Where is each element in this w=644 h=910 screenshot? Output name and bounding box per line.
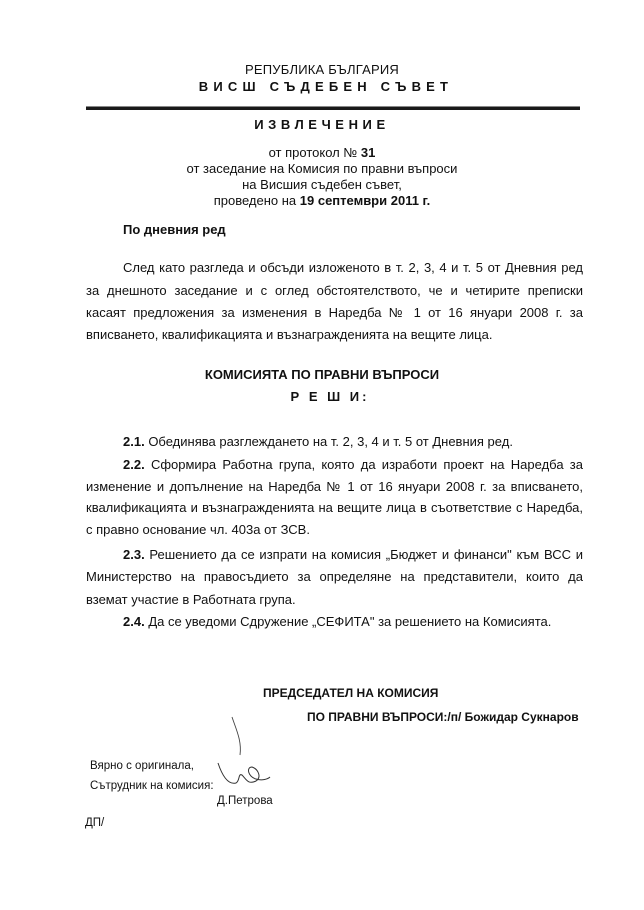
agenda-line: касаят предложения за изменения в Наредба № 1 от 16 януари 2008 г. за [86,305,583,320]
protocol-line-4 [0,193,644,208]
decision-item-line: Министерство на правосъдието за определяне на представители, които да [86,569,583,584]
document-title: ИЗВЛЕЧЕНИЕ [254,117,390,132]
protocol-line-3: на Висшия съдебен съвет, [242,177,402,192]
decision-item-line: изменение и допълнение на Наредба № 1 от 16 януари 2008 г. за вписването, [86,479,583,494]
decision-item [123,434,583,449]
agenda-title: По дневния ред [123,222,226,237]
item-text: Да се уведоми Сдружение „СЕФИТА" за решението на Комисията. [148,614,552,629]
certifier-initials: ДП/ [85,817,105,829]
protocol-prefix: от протокол № [268,145,361,160]
header-council: ВИСШ СЪДЕБЕН СЪВЕТ [198,79,454,94]
header-republic: РЕПУБЛИКА БЪЛГАРИЯ [245,62,399,77]
decision-item-line: квалификацията и възнагражденията на вещите лица в съответствие с Наредба, [86,500,583,515]
agenda-line: След като разгледа и обсъди изложеното в т. 2, 3, 4 и т. 5 от Дневния ред [123,260,583,275]
item-number: 2.3. [123,547,145,562]
decision-item [123,547,583,562]
header-divider [86,106,580,110]
protocol-date-prefix: проведено на [213,193,300,208]
chair-title-line-1: ПРЕДСЕДАТЕЛ НА КОМИСИЯ [263,686,439,700]
certifier-name: Д.Петрова [217,795,273,807]
chair-title-line-2: ПО ПРАВНИ ВЪПРОСИ:/п/ Божидар Сукнаров [307,710,579,724]
protocol-date: 19 септември 2011 г. [299,193,431,208]
item-number: 2.4. [123,614,145,629]
agenda-line: за днешното заседание и с оглед обстоятелството, че и четирите преписки [86,283,583,298]
protocol-number: 31 [360,145,376,160]
decision-item-line: с правно основание чл. 403а от ЗСВ. [86,522,310,537]
committee-heading: КОМИСИЯТА ПО ПРАВНИ ВЪПРОСИ [204,367,440,382]
item-number: 2.2. [123,457,145,472]
decision-item [123,614,583,629]
agenda-line: вписването, квалификацията и възнагражденията на вещите лица. [86,327,493,342]
item-text: Обединява разглеждането на т. 2, 3, 4 и т. 5 от Дневния ред. [148,434,513,449]
protocol-line-1 [0,145,644,160]
item-text: Сформира Работна група, която да изработи проект на Наредба за [150,457,583,472]
item-text: Решението да се изпрати на комисия „Бюджет и финанси" към ВСС и [149,547,583,562]
certification-line-1: Вярно с оригинала, [90,760,194,772]
item-number: 2.1. [123,434,145,449]
decision-item [123,457,583,472]
certification-line-2: Сътрудник на комисия: [90,780,214,792]
decision-item-line: вземат участие в Работната група. [86,592,296,607]
handwritten-signature-icon [210,715,280,795]
decision-verb: Р Е Ш И: [290,389,370,404]
protocol-line-2: от заседание на Комисия по правни въпроси [186,161,458,176]
